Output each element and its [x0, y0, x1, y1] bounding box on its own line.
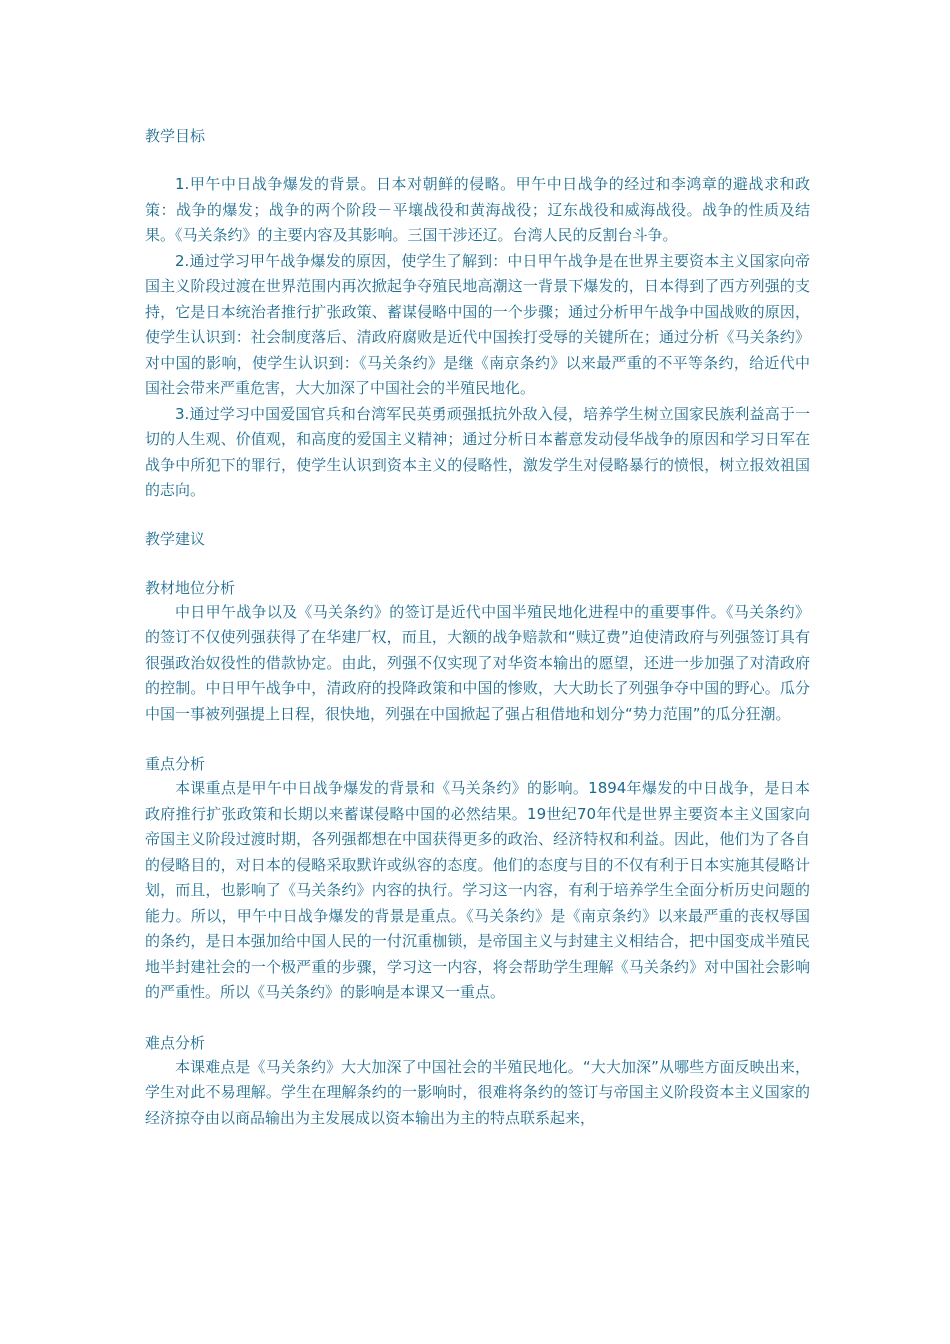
document-page [145, 124, 810, 1131]
section-title-key: 重点分析 [145, 755, 206, 773]
material-paragraph: 中日甲午战争以及《马关条约》的签订是近代中国半殖民地化进程中的重要事件。《马关条约》的签订不仅使列强获得了在华建厂权，而且，大额的战争赔款和“赎辽费”迫使清政府与列强签订具有很强政治奴役性的借款协定。由此，列强不仅实现了对华资本输出的愿望，还进一步加强了对清政府的控制。中日甲午战争中，清政府的投降政策和中国的惨败，大大助长了列强争夺中国的野心。瓜分中国一事被列强提上日程，很快地，列强在中国掀起了强占租借地和划分“势力范围”的瓜分狂潮。 [145, 602, 810, 723]
section-title-suggest: 教学建议 [145, 529, 206, 548]
goal-item-3: 3.通过学习中国爱国官兵和台湾军民英勇顽强抵抗外敌入侵，培养学生树立国家民族利益高于一切的人生观、价值观，和高度的爱国主义精神；通过分析日本蓄意发动侵华战争的原因和学习日军在战争中所犯下的罪行，使学生认识到资本主义的侵略性，激发学生对侵略暴行的愤恨，树立报效祖国的志向。 [145, 404, 810, 499]
section-title-goals: 教学目标 [145, 127, 206, 145]
goal-item-1: 1.甲午中日战争爆发的背景。日本对朝鲜的侵略。甲午中日战争的经过和李鸿章的避战求和政策：战争的爆发；战争的两个阶段－平壤战役和黄海战役；辽东战役和威海战役。战争的性质及结果。《马关条约》的主要内容及其影响。三国干涉还辽。台湾人民的反割台斗争。 [145, 175, 810, 244]
section-title-difficult: 难点分析 [145, 1033, 206, 1052]
difficult-paragraph: 本课难点是《马关条约》大大加深了中国社会的半殖民地化。“大大加深”从哪些方面反映出来，学生对此不易理解。学生在理解条约的一影响时，很难将条约的签订与帝国主义阶段资本主义国家的经济掠夺由以商品输出为主发展成以资本输出为主的特点联系起来， [145, 1057, 810, 1127]
goal-item-2: 2.通过学习甲午战争爆发的原因，使学生了解到：中日甲午战争是在世界主要资本主义国家向帝国主义阶段过渡在世界范围内再次掀起争夺殖民地高潮这一背景下爆发的，日本得到了西方列强的支持，它是日本统治者推行扩张政策、蓄谋侵略中国的一个步骤；通过分析甲午战争中国战败的原因，使学生认识到：社会制度落后、清政府腐败是近代中国挨打受辱的关键所在；通过分析《马关条约》对中国的影响，使学生认识到：《马关条约》是继《南京条约》以来最严重的不平等条约，给近代中国社会带来严重危害，大大加深了中国社会的半殖民地化。 [145, 251, 810, 397]
key-paragraph: 本课重点是甲午中日战争爆发的背景和《马关条约》的影响。1894年爆发的中日战争，是日本政府推行扩张政策和长期以来蓄谋侵略中国的必然结果。19世纪70年代是世界主要资本主义国家向帝国主义阶段过渡时期，各列强都想在中国获得更多的政治、经济特权和利益。因此，他们为了各自的侵略目的，对日本的侵略采取默许或纵容的态度。他们的态度与目的不仅有利于日本实施其侵略计划，而且，也影响了《马关条约》内容的执行。学习这一内容，有利于培养学生全面分析历史问题的能力。所以，甲午中日战争爆发的背景是重点。《马关条约》是《南京条约》以来最严重的丧权辱国的条约，是日本强加给中国人民的一付沉重枷锁，是帝国主义与封建主义相结合，把中国变成半殖民地半封建社会的一个极严重的步骤，学习这一内容，将会帮助学生理解《马关条约》对中国社会影响的严重性。所以《马关条约》的影响是本课又一重点。 [145, 779, 810, 1001]
section-title-material: 教材地位分析 [145, 578, 236, 597]
